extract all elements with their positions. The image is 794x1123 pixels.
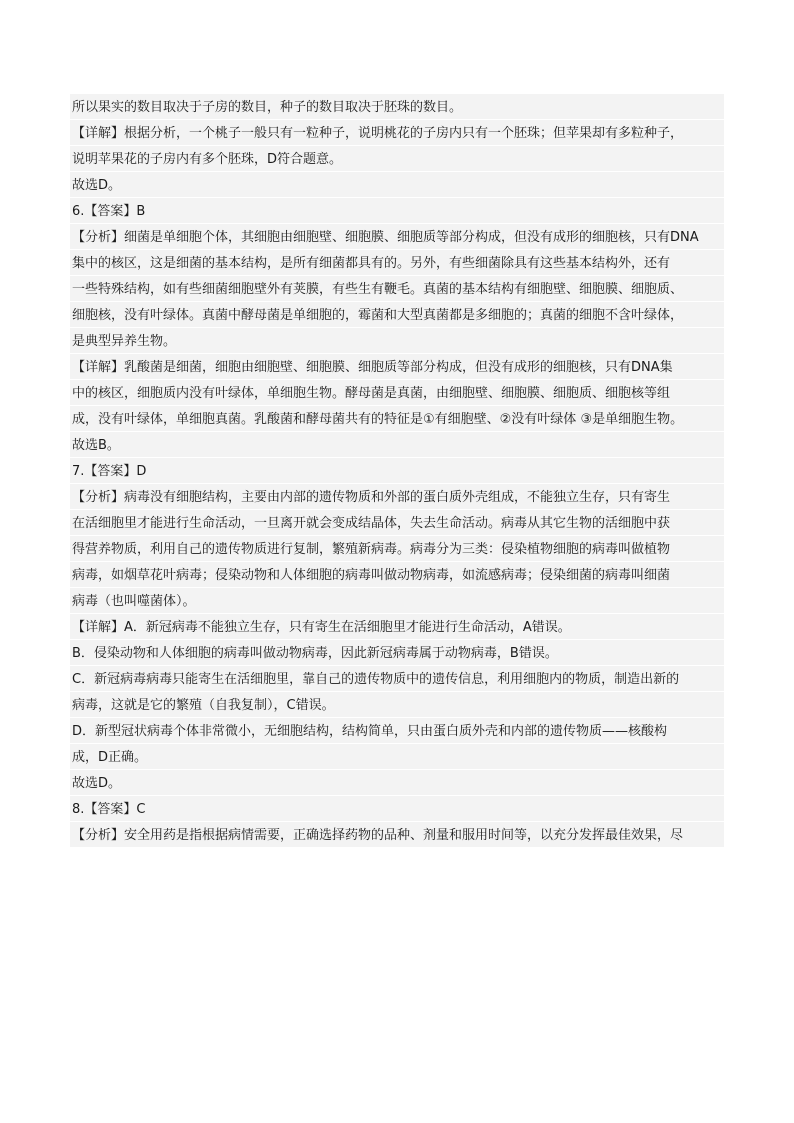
text-line: 病毒（也叫噬菌体）。 xyxy=(70,588,724,613)
text-line: 病毒，这就是它的繁殖（自我复制），C错误。 xyxy=(70,692,724,717)
text-line: 病毒，如烟草花叶病毒；侵染动物和人体细胞的病毒叫做动物病毒，如流感病毒；侵染细菌的病毒叫细菌 xyxy=(70,562,724,587)
text-line: 集中的核区，这是细菌的基本结构，是所有细菌都具有的。另外，有些细菌除具有这些基本结构外，还有 xyxy=(70,250,724,275)
text-line: 【分析】安全用药是指根据病情需要，正确选择药物的品种、剂量和服用时间等，以充分发挥最佳效果，尽 xyxy=(70,822,724,847)
text-line: 在活细胞里才能进行生命活动，一旦离开就会变成结晶体，失去生命活动。病毒从其它生物的活细胞中获 xyxy=(70,510,724,535)
text-line: 得营养物质，利用自己的遗传物质进行复制，繁殖新病毒。病毒分为三类：侵染植物细胞的病毒叫做植物 xyxy=(70,536,724,561)
answer-heading: 7.【答案】D xyxy=(70,458,724,483)
answer-heading: 6.【答案】B xyxy=(70,198,724,223)
text-line: 是典型异养生物。 xyxy=(70,328,724,353)
text-line: 一些特殊结构，如有些细菌细胞壁外有荚膜，有些生有鞭毛。真菌的基本结构有细胞壁、细胞膜、细胞质、 xyxy=(70,276,724,301)
text-line: 说明苹果花的子房内有多个胚珠，D符合题意。 xyxy=(70,146,724,171)
text-line: 故选D。 xyxy=(70,770,724,795)
text-line: 中的核区，细胞质内没有叶绿体，单细胞生物。酵母菌是真菌，由细胞壁、细胞膜、细胞质、细胞核等组 xyxy=(70,380,724,405)
text-line: 【详解】A．新冠病毒不能独立生存，只有寄生在活细胞里才能进行生命活动，A错误。 xyxy=(70,614,724,639)
document-page xyxy=(70,94,724,848)
text-line: C．新冠病毒病毒只能寄生在活细胞里，靠自己的遗传物质中的遗传信息，利用细胞内的物质，制造出新的 xyxy=(70,666,724,691)
text-line: 【分析】病毒没有细胞结构，主要由内部的遗传物质和外部的蛋白质外壳组成，不能独立生存，只有寄生 xyxy=(70,484,724,509)
text-line: 故选B。 xyxy=(70,432,724,457)
text-line: D．新型冠状病毒个体非常微小，无细胞结构，结构简单，只由蛋白质外壳和内部的遗传物质——核酸构 xyxy=(70,718,724,743)
text-line: 成，没有叶绿体，单细胞真菌。乳酸菌和酵母菌共有的特征是①有细胞壁、②没有叶绿体 ③是单细胞生物。 xyxy=(70,406,724,431)
text-line: 所以果实的数目取决于子房的数目，种子的数目取决于胚珠的数目。 xyxy=(70,94,724,119)
text-line: 【分析】细菌是单细胞个体，其细胞由细胞壁、细胞膜、细胞质等部分构成，但没有成形的细胞核，只有DNA xyxy=(70,224,724,249)
text-line: B．侵染动物和人体细胞的病毒叫做动物病毒，因此新冠病毒属于动物病毒，B错误。 xyxy=(70,640,724,665)
text-line: 成，D正确。 xyxy=(70,744,724,769)
text-line: 【详解】根据分析，一个桃子一般只有一粒种子，说明桃花的子房内只有一个胚珠；但苹果却有多粒种子， xyxy=(70,120,724,145)
text-line: 【详解】乳酸菌是细菌，细胞由细胞壁、细胞膜、细胞质等部分构成，但没有成形的细胞核，只有DNA集 xyxy=(70,354,724,379)
text-line: 故选D。 xyxy=(70,172,724,197)
text-line: 细胞核，没有叶绿体。真菌中酵母菌是单细胞的，霉菌和大型真菌都是多细胞的；真菌的细胞不含叶绿体， xyxy=(70,302,724,327)
answer-heading: 8.【答案】C xyxy=(70,796,724,821)
